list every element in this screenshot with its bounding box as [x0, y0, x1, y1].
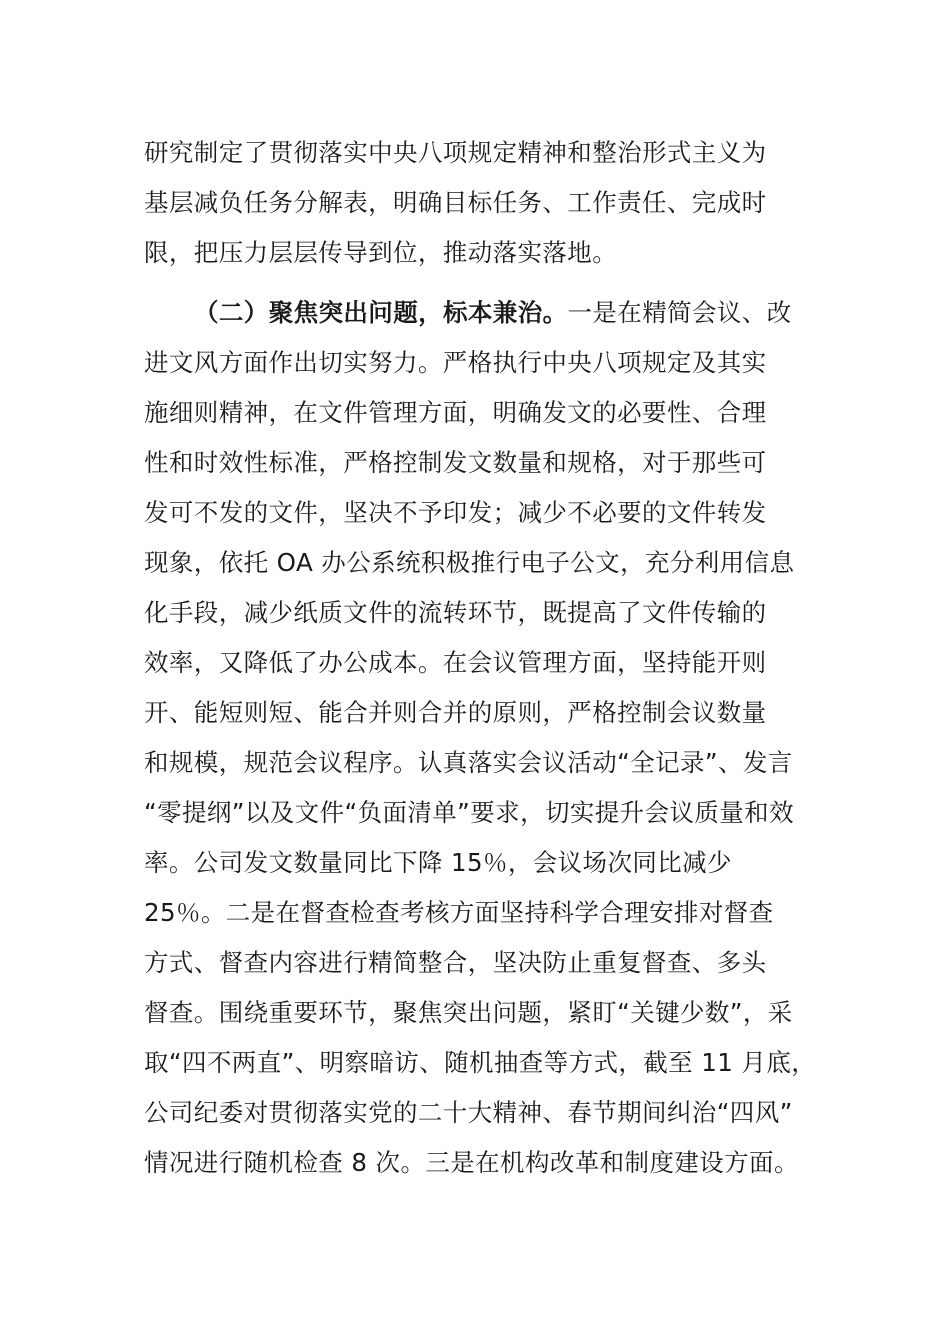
paragraph-2-line-15: 督查。围绕重要环节，聚焦突出问题，紧盯“关键少数”，采	[144, 998, 793, 1027]
paragraph-1-line-1: 研究制定了贯彻落实中央八项规定精神和整治形式主义为	[144, 138, 767, 167]
paragraph-2-line-1-text: 一是在精简会议、改	[567, 298, 792, 327]
paragraph-2-line-13: 25％。二是在督查检查考核方面坚持科学合理安排对督查	[144, 898, 774, 927]
paragraph-1-line-3: 限，把压力层层传导到位，推动落实落地。	[144, 238, 618, 267]
paragraph-2-line-8: 效率，又降低了办公成本。在会议管理方面，坚持能开则	[144, 648, 767, 677]
paragraph-2-line-10: 和规模，规范会议程序。认真落实会议活动“全记录”、发言	[144, 748, 793, 777]
paragraph-2-line-3: 施细则精神，在文件管理方面，明确发文的必要性、合理	[144, 398, 767, 427]
paragraph-2-line-4: 性和时效性标准，严格控制发文数量和规格，对于那些可	[144, 448, 767, 477]
paragraph-2-line-14: 方式、督查内容进行精简整合，坚决防止重复督查、多头	[144, 948, 767, 977]
section-heading: （二）聚焦突出问题，标本兼治。	[194, 298, 568, 327]
paragraph-2-line-9: 开、能短则短、能合并则合并的原则，严格控制会议数量	[144, 698, 767, 727]
paragraph-2-line-12: 率。公司发文数量同比下降 15％，会议场次同比减少	[144, 848, 732, 877]
paragraph-2-line-5: 发可不发的文件，坚决不予印发；减少不必要的文件转发	[144, 498, 767, 527]
paragraph-2-line-6: 现象，依托 OA 办公系统积极推行电子公文，充分利用信息	[144, 548, 795, 577]
paragraph-2-line-16: 取“四不两直”、明察暗访、随机抽查等方式，截至 11 月底，	[144, 1048, 817, 1077]
paragraph-2-line-7: 化手段，减少纸质文件的流转环节，既提高了文件传输的	[144, 598, 767, 627]
paragraph-2-line-17: 公司纪委对贯彻落实党的二十大精神、春节期间纠治“四风”	[144, 1098, 793, 1127]
paragraph-2-line-18: 情况进行随机检查 8 次。三是在机构改革和制度建设方面。	[144, 1148, 799, 1177]
paragraph-2-line-11: “零提纲”以及文件“负面清单”要求，切实提升会议质量和效	[144, 798, 794, 827]
paragraph-2-line-2: 进文风方面作出切实努力。严格执行中央八项规定及其实	[144, 348, 767, 377]
paragraph-1-line-2: 基层减负任务分解表，明确目标任务、工作责任、完成时	[144, 188, 767, 217]
paragraph-2-line-1	[194, 288, 844, 338]
